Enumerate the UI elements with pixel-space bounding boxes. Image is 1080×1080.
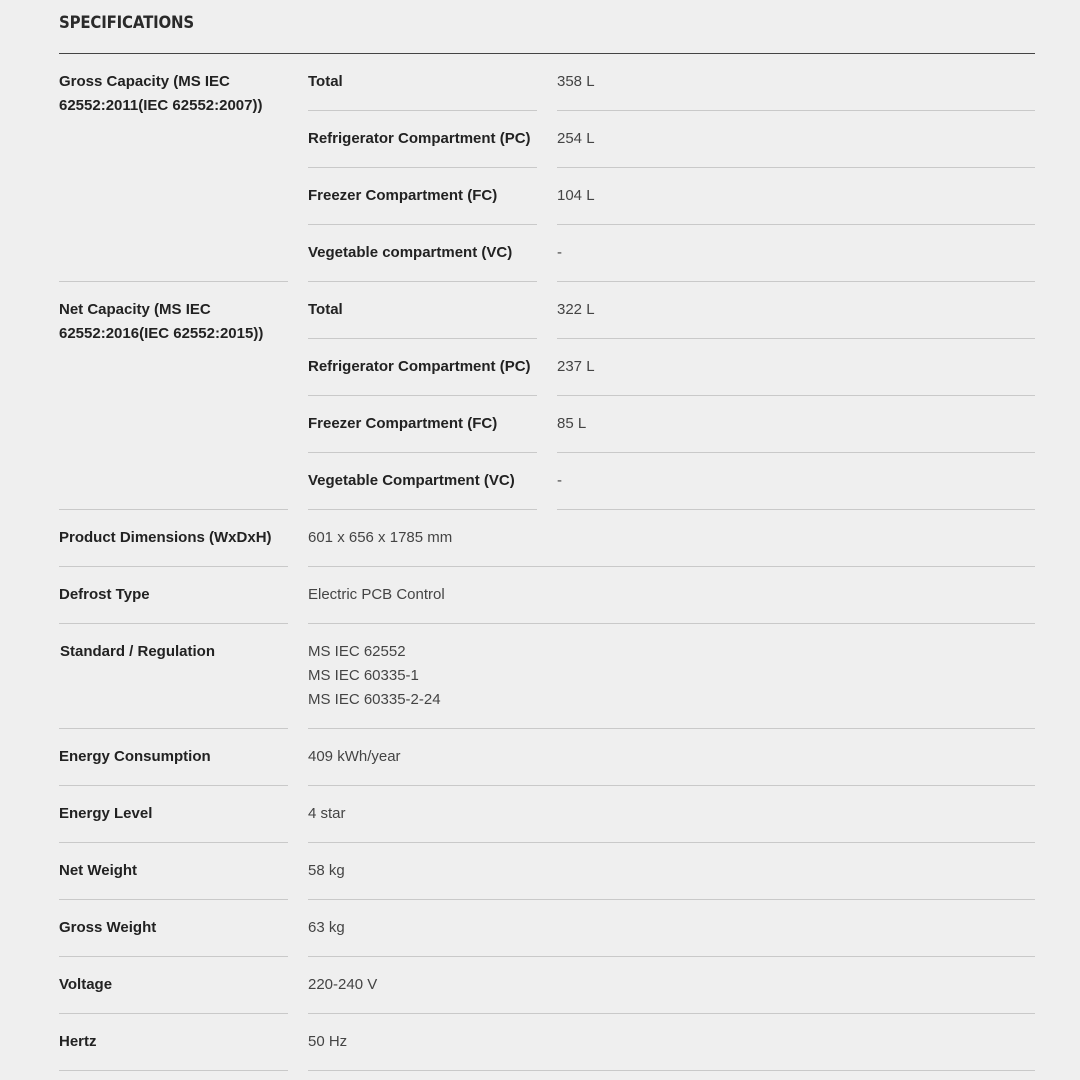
gross-weight-value: 63 kg — [308, 900, 1035, 957]
net-refrigerator-value: 237 L — [557, 339, 1035, 396]
gross-weight-row — [59, 900, 1035, 957]
standard-row — [59, 624, 1035, 729]
net-weight-row — [59, 843, 1035, 900]
voltage-label: Voltage — [59, 957, 288, 1014]
gross-capacity-label: Gross Capacity (MS IEC 62552:2011(IEC 62552:2007)) — [59, 54, 288, 282]
hertz-label: Hertz — [59, 1014, 288, 1071]
defrost-label: Defrost Type — [59, 567, 288, 624]
dimensions-value: 601 x 656 x 1785 mm — [308, 510, 1035, 567]
energy-level-value: 4 star — [308, 786, 1035, 843]
spec-table — [59, 54, 1035, 1071]
net-capacity-label: Net Capacity (MS IEC 62552:2016(IEC 62552:2015)) — [59, 282, 288, 510]
dimensions-row — [59, 510, 1035, 567]
net-freezer-row — [308, 396, 1035, 453]
standard-value-2: MS IEC 60335-1 — [308, 667, 419, 684]
net-weight-label: Net Weight — [59, 843, 288, 900]
energy-consumption-row — [59, 729, 1035, 786]
gross-capacity-group — [59, 54, 1035, 282]
net-total-row — [308, 282, 1035, 339]
net-vegetable-label: Vegetable Compartment (VC) — [308, 453, 537, 510]
standard-value-3: MS IEC 60335-2-24 — [308, 691, 441, 708]
gross-refrigerator-label: Refrigerator Compartment (PC) — [308, 111, 537, 168]
net-refrigerator-label: Refrigerator Compartment (PC) — [308, 339, 537, 396]
gross-weight-label: Gross Weight — [59, 900, 288, 957]
section-title: SPECIFICATIONS — [59, 13, 195, 33]
net-total-label: Total — [308, 282, 537, 339]
energy-consumption-value: 409 kWh/year — [308, 729, 1035, 786]
gross-freezer-label: Freezer Compartment (FC) — [308, 168, 537, 225]
net-total-value: 322 L — [557, 282, 1035, 339]
net-capacity-group — [59, 282, 1035, 510]
net-freezer-label: Freezer Compartment (FC) — [308, 396, 537, 453]
voltage-row — [59, 957, 1035, 1014]
net-refrigerator-row — [308, 339, 1035, 396]
hertz-value: 50 Hz — [308, 1014, 1035, 1071]
net-freezer-value: 85 L — [557, 396, 1035, 453]
net-vegetable-value: - — [557, 453, 1035, 510]
gross-vegetable-value: - — [557, 225, 1035, 282]
gross-vegetable-row — [308, 225, 1035, 282]
energy-consumption-label: Energy Consumption — [59, 729, 288, 786]
gross-freezer-row — [308, 168, 1035, 225]
defrost-row — [59, 567, 1035, 624]
gross-freezer-value: 104 L — [557, 168, 1035, 225]
dimensions-label: Product Dimensions (WxDxH) — [59, 510, 288, 567]
standard-label: Standard / Regulation — [59, 624, 288, 729]
gross-refrigerator-value: 254 L — [557, 111, 1035, 168]
voltage-value: 220-240 V — [308, 957, 1035, 1014]
gross-total-label: Total — [308, 54, 537, 111]
gross-total-row — [308, 54, 1035, 111]
energy-level-label: Energy Level — [59, 786, 288, 843]
hertz-row — [59, 1014, 1035, 1071]
standard-values — [308, 624, 1035, 729]
net-vegetable-row — [308, 453, 1035, 510]
gross-refrigerator-row — [308, 111, 1035, 168]
standard-value-1: MS IEC 62552 — [308, 643, 406, 660]
energy-level-row — [59, 786, 1035, 843]
defrost-value: Electric PCB Control — [308, 567, 1035, 624]
gross-total-value: 358 L — [557, 54, 1035, 111]
net-weight-value: 58 kg — [308, 843, 1035, 900]
gross-vegetable-label: Vegetable compartment (VC) — [308, 225, 537, 282]
